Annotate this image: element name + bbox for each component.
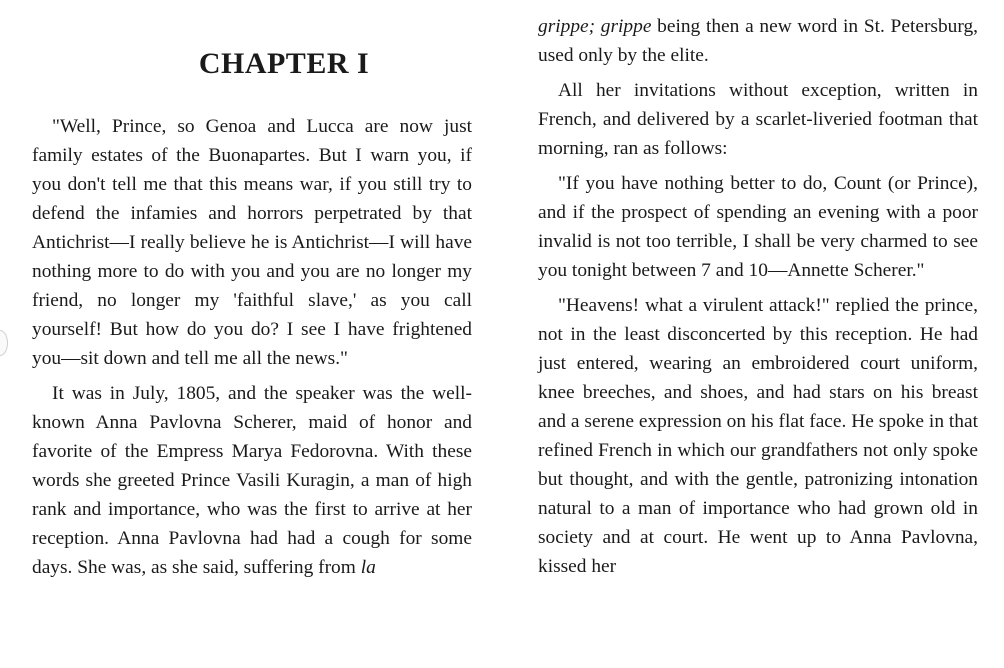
left-page-body bbox=[32, 112, 472, 588]
paragraph: "Heavens! what a virulent attack!" replied the prince, not in the least disconcerted by this reception. He had just entered, wearing an embroidered court uniform, knee breeches, and shoes, and had stars on his breast and a serene expression on his flat face. He spoke in that refined French in which our grandfathers not only spoke but thought, and with the gentle, patronizing intonation natural to a man of importance who had grown old in society and at court. He went up to Anna Pavlovna, kissed her bbox=[538, 295, 978, 577]
italic-text: grippe; grippe bbox=[538, 16, 652, 37]
paragraph bbox=[32, 379, 472, 582]
paragraph-continuation bbox=[538, 12, 978, 70]
right-page-body bbox=[538, 12, 978, 587]
paragraph-text: being then a new word in St. Petersburg, used only by the elite. bbox=[538, 16, 978, 66]
paragraph: All her invitations without exception, written in French, and delivered by a scarlet-liveried footman that morning, ran as follows: bbox=[538, 80, 978, 159]
italic-text: la bbox=[360, 557, 376, 578]
previous-page-handle[interactable] bbox=[0, 330, 8, 356]
chapter-title: CHAPTER I bbox=[198, 47, 370, 80]
paragraph: "If you have nothing better to do, Count (or Prince), and if the prospect of spending an evening with a poor invalid is not too terrible, I shall be very charmed to see you tonight between 7 and 10—Annette Scherer." bbox=[538, 173, 978, 281]
paragraph-text: It was in July, 1805, and the speaker was the well-known Anna Pavlovna Scherer, maid of honor and favorite of the Empress Marya Fedorovna. With these words she greeted Prince Vasili Kuragin, a man of high rank and importance, who was the first to arrive at her reception. Anna Pavlovna had had a cough for some days. She was, as she said, suffering from bbox=[32, 383, 472, 578]
paragraph: "Well, Prince, so Genoa and Lucca are now just family estates of the Buonapartes. But I warn you, if you don't tell me that this means war, if you still try to defend the infamies and horrors perpetrated by that Antichrist—I really believe he is Antichrist—I will have nothing more to do with you and you are no longer my friend, no longer my 'faithful slave,' as you call yourself! But how do you do? I see I have frightened you—sit down and tell me all the news." bbox=[32, 116, 472, 369]
